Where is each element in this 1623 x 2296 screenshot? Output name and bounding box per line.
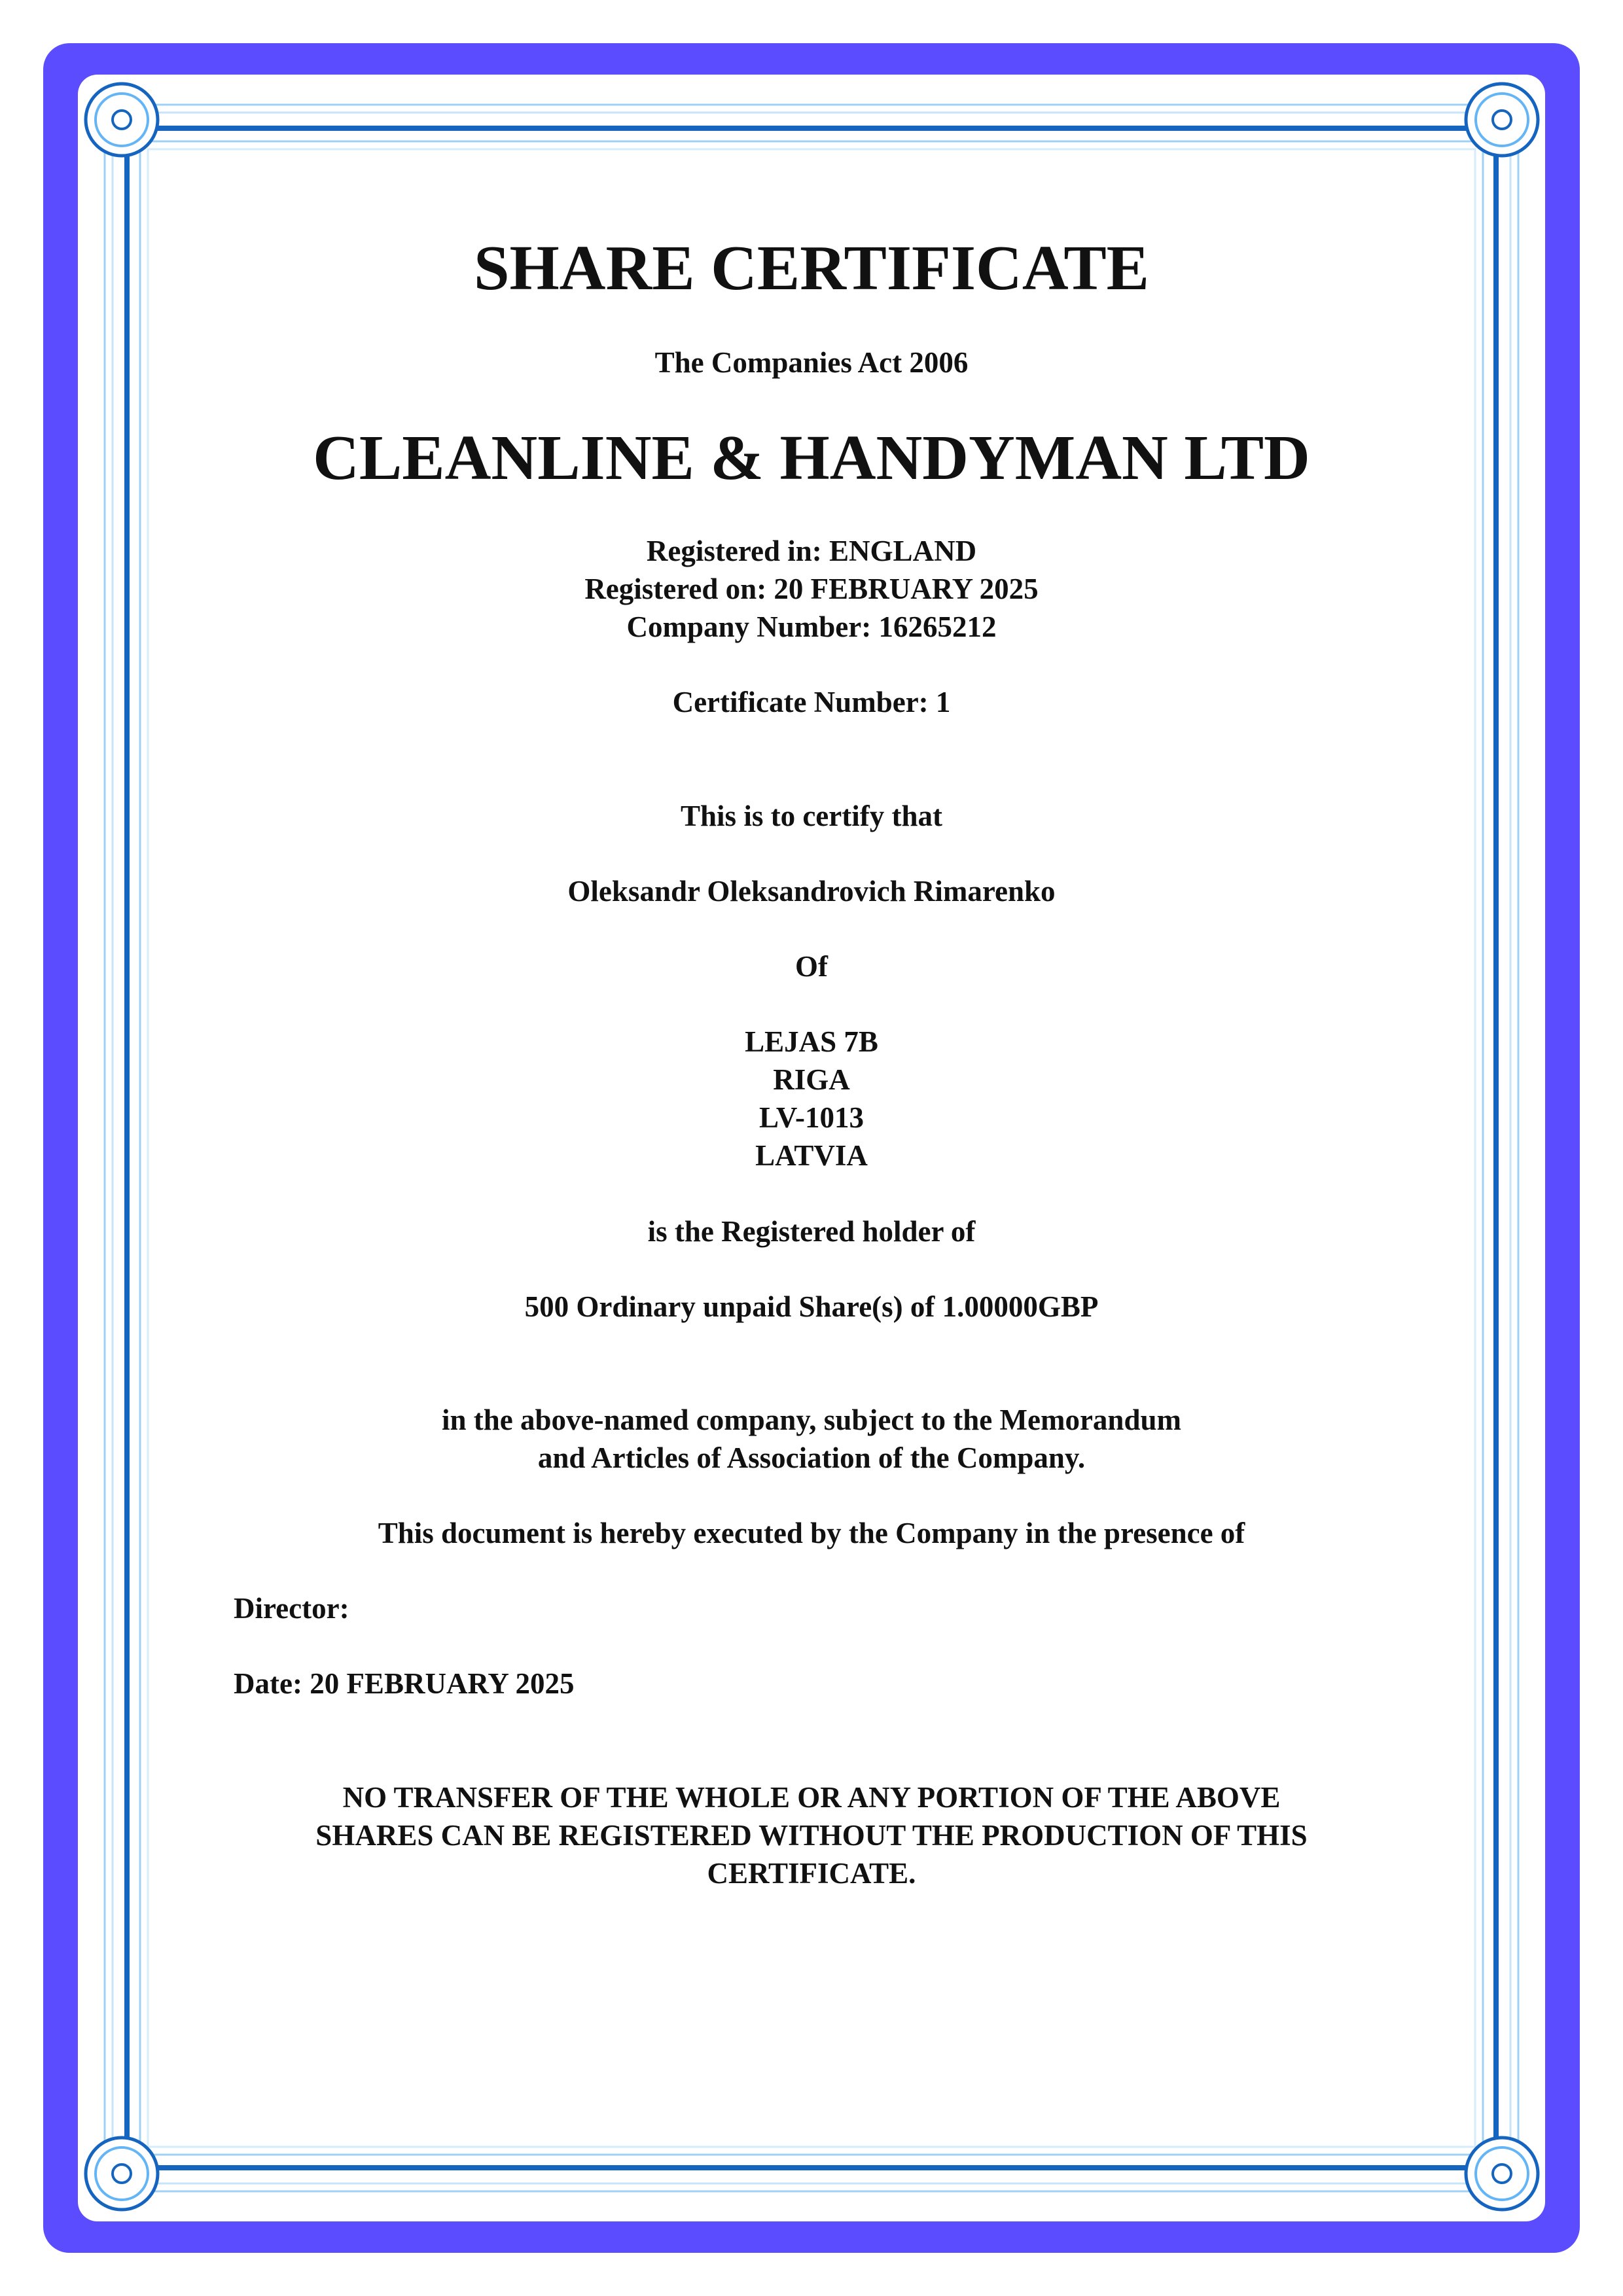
transfer-notice-line: SHARES CAN BE REGISTERED WITHOUT THE PRODUCTION OF THIS <box>315 1819 1308 1852</box>
company-number: Company Number: 16265212 <box>626 610 997 643</box>
address-line: LEJAS 7B <box>745 1025 878 1058</box>
company-name: CLEANLINE & HANDYMAN LTD <box>313 423 1310 493</box>
execution-statement: This document is hereby executed by the Company in the presence of <box>378 1517 1245 1549</box>
address-line: LV-1013 <box>758 1101 865 1134</box>
shares-description: 500 Ordinary unpaid Share(s) of 1.00000GBP <box>524 1290 1099 1323</box>
subject-line: and Articles of Association of the Company. <box>537 1441 1086 1474</box>
registered-in: Registered in: ENGLAND <box>646 535 977 567</box>
address-line: RIGA <box>773 1063 850 1096</box>
transfer-notice-line: NO TRANSFER OF THE WHOLE OR ANY PORTION OF THE ABOVE <box>342 1781 1281 1814</box>
certificate-number: Certificate Number: 1 <box>672 686 951 718</box>
certificate-date: Date: 20 FEBRUARY 2025 <box>234 1667 575 1700</box>
holder-statement: is the Registered holder of <box>647 1215 976 1248</box>
transfer-notice-line: CERTIFICATE. <box>707 1857 916 1890</box>
address-line: LATVIA <box>755 1139 868 1172</box>
holder-name: Oleksandr Oleksandrovich Rimarenko <box>567 875 1056 908</box>
of-label: Of <box>795 950 828 983</box>
director-label: Director: <box>234 1592 349 1625</box>
companies-act: The Companies Act 2006 <box>654 346 969 379</box>
certificate-title: SHARE CERTIFICATE <box>473 233 1150 304</box>
registered-on: Registered on: 20 FEBRUARY 2025 <box>584 573 1039 605</box>
subject-line: in the above-named company, subject to the Memorandum <box>442 1404 1181 1436</box>
certify-intro: This is to certify that <box>681 800 942 832</box>
